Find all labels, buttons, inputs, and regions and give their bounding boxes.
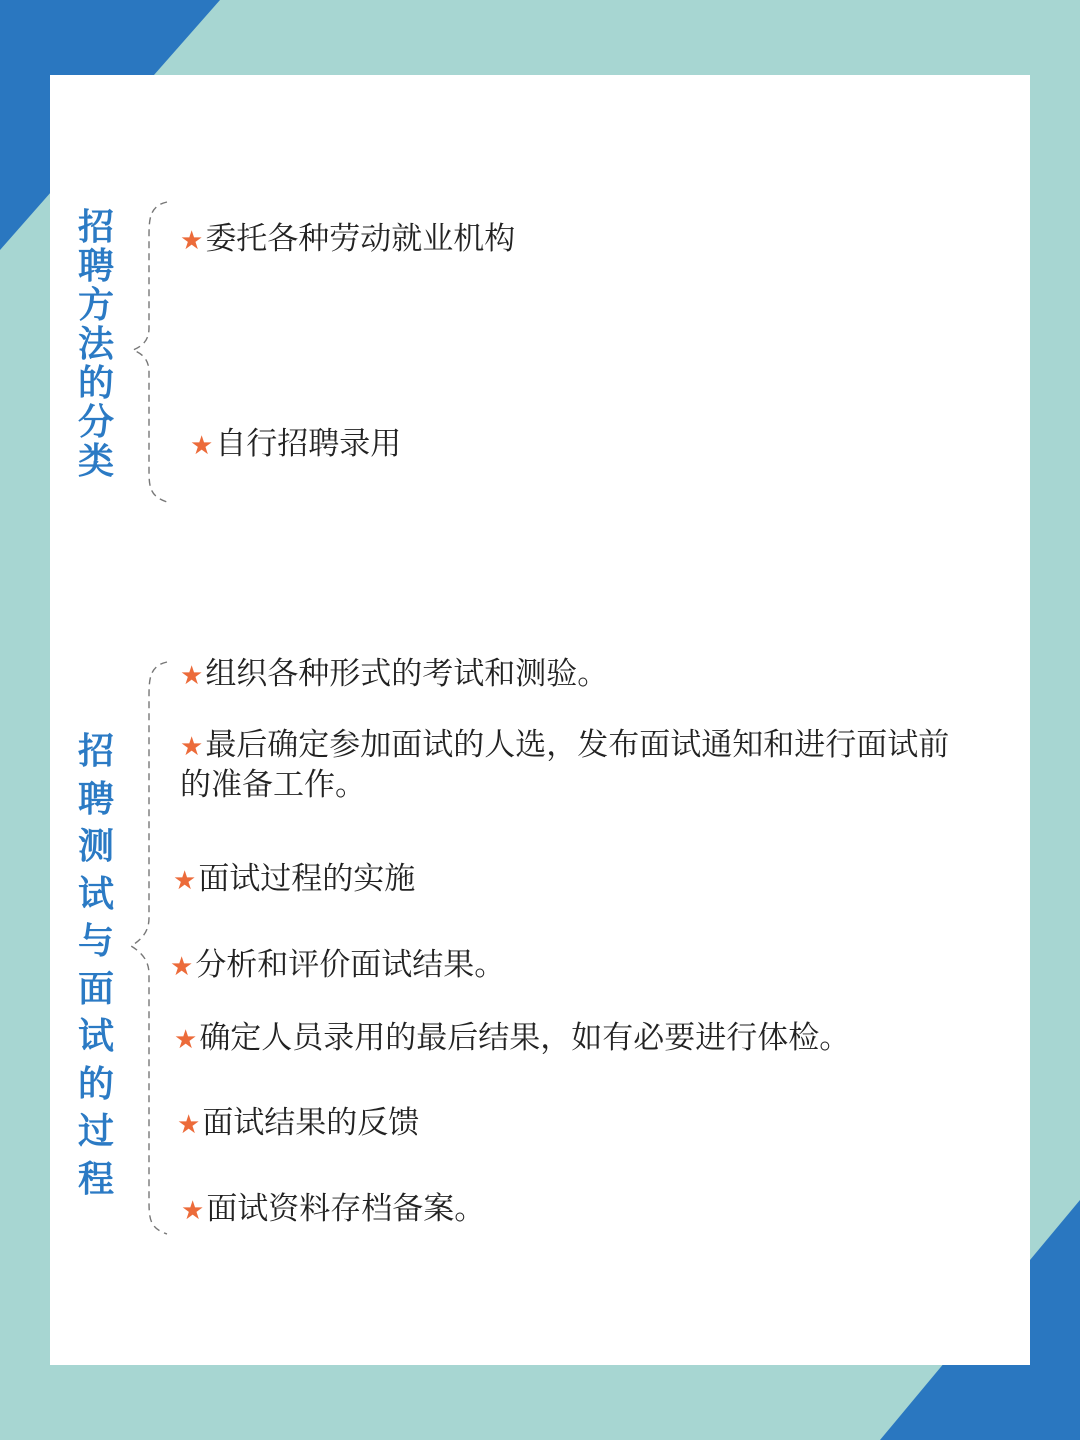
star-icon: ★ xyxy=(173,866,197,896)
section-title-recruitment-methods: 招聘方法的分类 xyxy=(77,207,114,482)
list-item: ★自行招聘录用 xyxy=(190,426,402,462)
list-item: ★组织各种形式的考试和测验。 xyxy=(180,656,609,692)
content-card xyxy=(50,75,1030,1365)
list-item: ★面试资料存档备案。 xyxy=(181,1191,486,1227)
list-item: ★面试过程的实施 xyxy=(173,861,416,897)
star-icon: ★ xyxy=(177,1110,201,1140)
star-icon: ★ xyxy=(180,661,204,691)
star-icon: ★ xyxy=(174,1025,198,1055)
list-item: ★委托各种劳动就业机构 xyxy=(180,221,516,257)
star-icon: ★ xyxy=(170,952,194,982)
star-icon: ★ xyxy=(180,226,204,256)
list-item: ★确定人员录用的最后结果，如有必要进行体检。 xyxy=(174,1020,851,1056)
star-icon: ★ xyxy=(181,1196,205,1226)
list-item: ★最后确定参加面试的人选，发布面试通知和进行面试前的准备工作。 xyxy=(180,727,950,803)
brace-icon xyxy=(125,198,175,508)
section-title-interview-process: 招聘测试与面试的过程 xyxy=(77,731,114,1200)
star-icon: ★ xyxy=(190,431,214,461)
brace-icon xyxy=(125,658,175,1238)
star-icon: ★ xyxy=(180,732,204,762)
list-item: ★分析和评价面试结果。 xyxy=(170,947,506,983)
list-item: ★面试结果的反馈 xyxy=(177,1105,420,1141)
